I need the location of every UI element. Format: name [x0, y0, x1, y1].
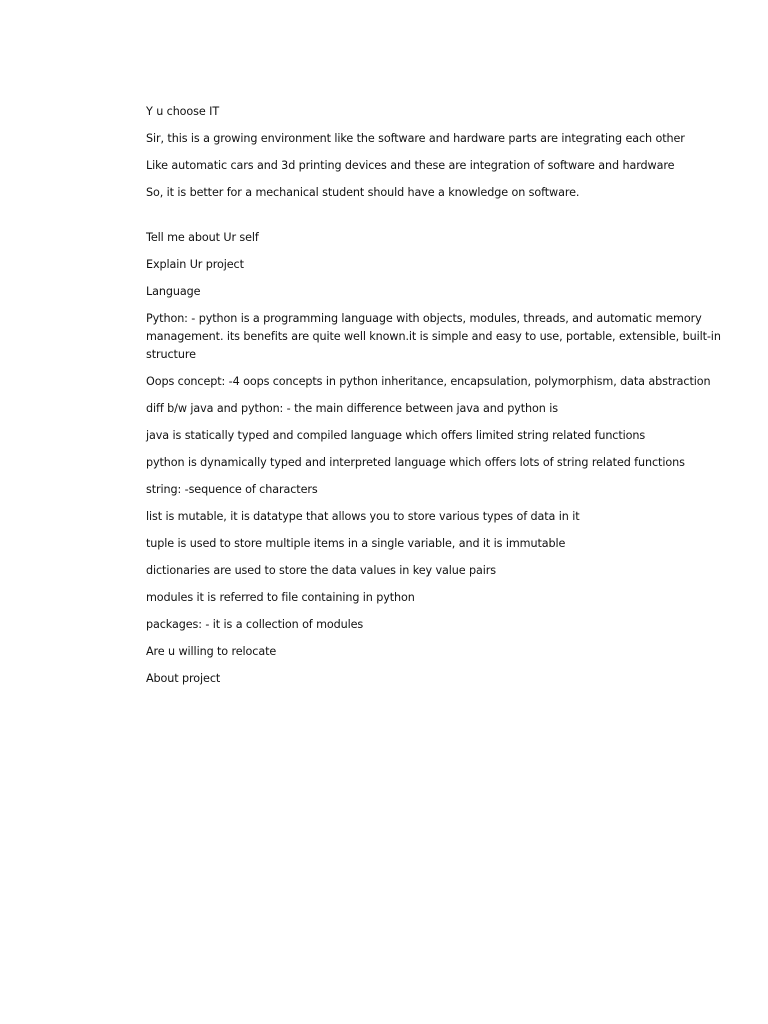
note-java: java is statically typed and compiled language which offers limited string related functions	[146, 429, 646, 442]
note-dictionaries: dictionaries are used to store the data values in key value pairs	[146, 564, 496, 577]
question-about-self: Tell me about Ur self	[146, 231, 259, 244]
answer-line-2: Like automatic cars and 3d printing devices and these are integration of software and hardware	[146, 159, 675, 172]
answer-line-1: Sir, this is a growing environment like the software and hardware parts are integrating each other	[146, 132, 685, 145]
note-tuple: tuple is used to store multiple items in a single variable, and it is immutable	[146, 537, 566, 550]
question-relocate: Are u willing to relocate	[146, 645, 277, 658]
note-list: list is mutable, it is datatype that allows you to store various types of data in it	[146, 510, 580, 523]
answer-line-3: So, it is better for a mechanical student should have a knowledge on software.	[146, 186, 580, 199]
heading-language: Language	[146, 285, 201, 298]
question-project: Explain Ur project	[146, 258, 244, 271]
document-body	[146, 103, 726, 697]
question-about-project: About project	[146, 672, 221, 685]
note-oops: Oops concept: -4 oops concepts in python inheritance, encapsulation, polymorphism, data abstraction	[146, 375, 711, 388]
paragraph-gap	[146, 211, 726, 229]
note-packages: packages: - it is a collection of modules	[146, 618, 364, 631]
note-python: Python: - python is a programming language with objects, modules, threads, and automatic memory management. its benefits are quite well known.it is simple and easy to use, portable, extensible, built-in structure	[146, 312, 721, 361]
note-python-typing: python is dynamically typed and interpreted language which offers lots of string related functions	[146, 456, 685, 469]
note-string: string: -sequence of characters	[146, 483, 318, 496]
note-java-vs-python: diff b/w java and python: - the main difference between java and python is	[146, 402, 558, 415]
note-modules: modules it is referred to file containing in python	[146, 591, 415, 604]
question-why-it: Y u choose IT	[146, 105, 220, 118]
